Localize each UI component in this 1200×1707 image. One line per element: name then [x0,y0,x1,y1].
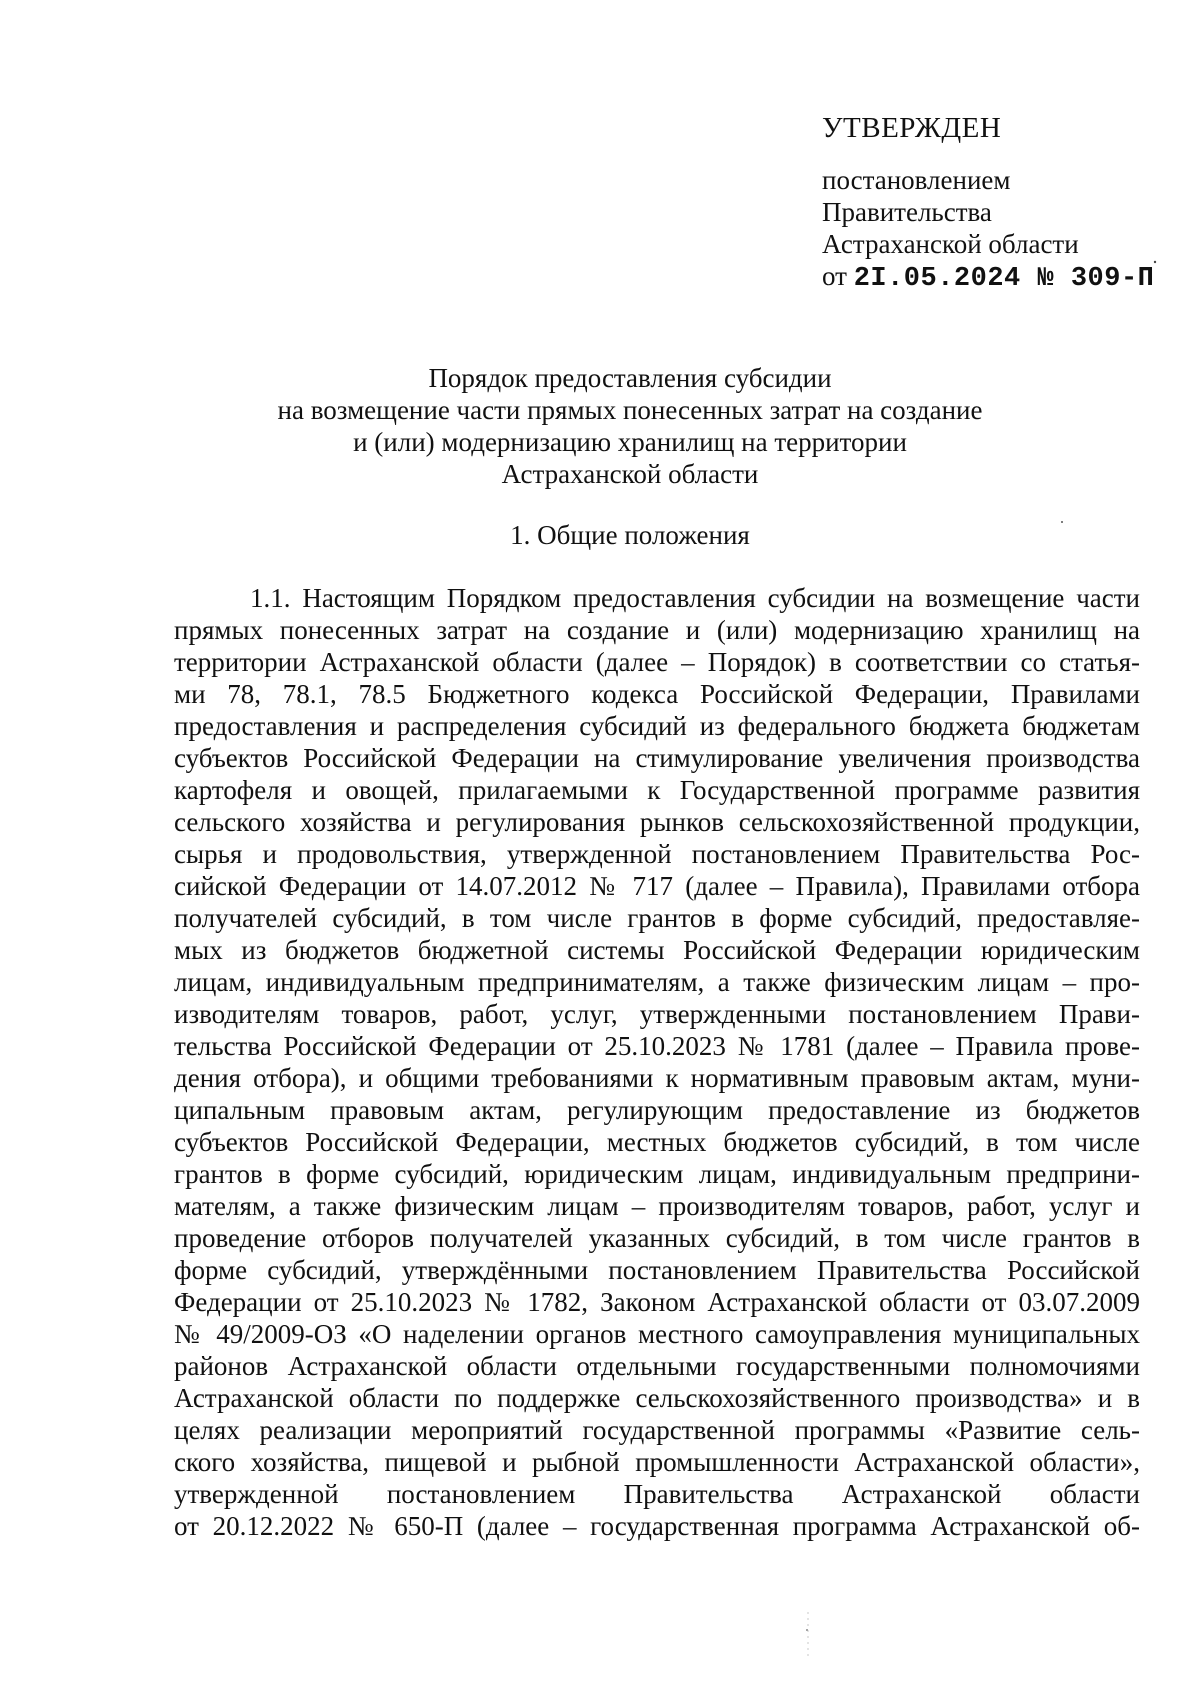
body-line: от 20.12.2022 № 650-П (далее – государственная программа Астраханской об- [174,1511,1140,1541]
approval-line-government: Правительства [822,197,992,227]
body-paragraph [174,582,1140,1542]
body-line: мателям, а также физическим лицам – производителям товаров, работ, услуг и [174,1191,1140,1221]
body-line: Астраханской области по поддержке сельскохозяйственного производства» и в [174,1383,1140,1413]
body-line: ми 78, 78.1, 78.5 Бюджетного кодекса Российской Федерации, Правилами [174,679,1140,709]
approval-date-stamp: 2I.05.2024 № 309-П [853,264,1155,294]
body-line: утвержденной постановлением Правительства Астраханской области [174,1479,1140,1509]
approval-line-date [822,260,1162,295]
document-title-line: Астраханской области [501,459,759,489]
body-line: Федерации от 25.10.2023 № 1782, Законом Астраханской области от 03.07.2009 [174,1287,1140,1317]
body-line: тельства Российской Федерации от 25.10.2023 № 1781 (далее – Правила прове- [174,1031,1140,1061]
body-line: предоставления и распределения субсидий из федерального бюджета бюджетам [174,711,1140,741]
body-line: 1.1. Настоящим Порядком предоставления субсидии на возмещение части [250,583,1140,613]
body-line: целях реализации мероприятий государственной программы «Развитие сель- [174,1415,1140,1445]
body-line: ципальным правовым актам, регулирующим предоставление из бюджетов [174,1095,1140,1125]
body-line: № 49/2009-ОЗ «О наделении органов местного самоуправления муниципальных [174,1319,1140,1349]
document-title [180,362,1080,490]
body-line: сийской Федерации от 14.07.2012 № 717 (далее – Правила), Правилами отбора [174,871,1140,901]
body-line: картофеля и овощей, прилагаемыми к Государственной программе развития [174,775,1140,805]
body-line: грантов в форме субсидий, юридическим лицам, индивидуальным предприни- [174,1159,1140,1189]
body-line: субъектов Российской Федерации на стимулирование увеличения производства [174,743,1140,773]
body-line: субъектов Российской Федерации, местных бюджетов субсидий, в том числе [174,1127,1140,1157]
body-line: территории Астраханской области (далее – Порядок) в соответствии со статья- [174,647,1140,677]
body-line: форме субсидий, утверждёнными постановлением Правительства Российской [174,1255,1140,1285]
body-line: лицам, индивидуальным предпринимателям, а также физическим лицам – про- [174,967,1140,997]
body-line: сырья и продовольствия, утвержденной постановлением Правительства Рос- [174,839,1140,869]
body-line: ского хозяйства, пищевой и рыбной промышленности Астраханской области», [174,1447,1140,1477]
body-line: мых из бюджетов бюджетной системы Российской Федерации юридическим [174,935,1140,965]
body-line: изводителям товаров, работ, услуг, утвержденными постановлением Прави- [174,999,1140,1029]
document-title-line: и (или) модернизацию хранилищ на территории [353,427,907,457]
approval-heading: УТВЕРЖДЕН [822,112,1002,144]
body-line: районов Астраханской области отдельными государственными полномочиями [174,1351,1140,1381]
body-line: сельского хозяйства и регулирования рынков сельскохозяйственной продукции, [174,807,1140,837]
body-line: дения отбора), и общими требованиями к нормативным правовым актам, муни- [174,1063,1140,1093]
approval-line-resolution: постановлением [822,165,1011,195]
approval-block [822,108,1162,295]
document-title-line: на возмещение части прямых понесенных затрат на создание [277,395,983,425]
document-title-line: Порядок предоставления субсидии [428,363,832,393]
approval-date-prefix: от [822,261,847,291]
approval-line-region: Астраханской области [822,229,1079,259]
section-heading: 1. Общие положения [510,520,750,550]
body-line: проведение отборов получателей указанных субсидий, в том числе грантов в [174,1223,1140,1253]
body-line: получателей субсидий, в том числе грантов в форме субсидий, предоставляе- [174,903,1140,933]
body-line: прямых понесенных затрат на создание и (или) модернизацию хранилищ на [174,615,1140,645]
